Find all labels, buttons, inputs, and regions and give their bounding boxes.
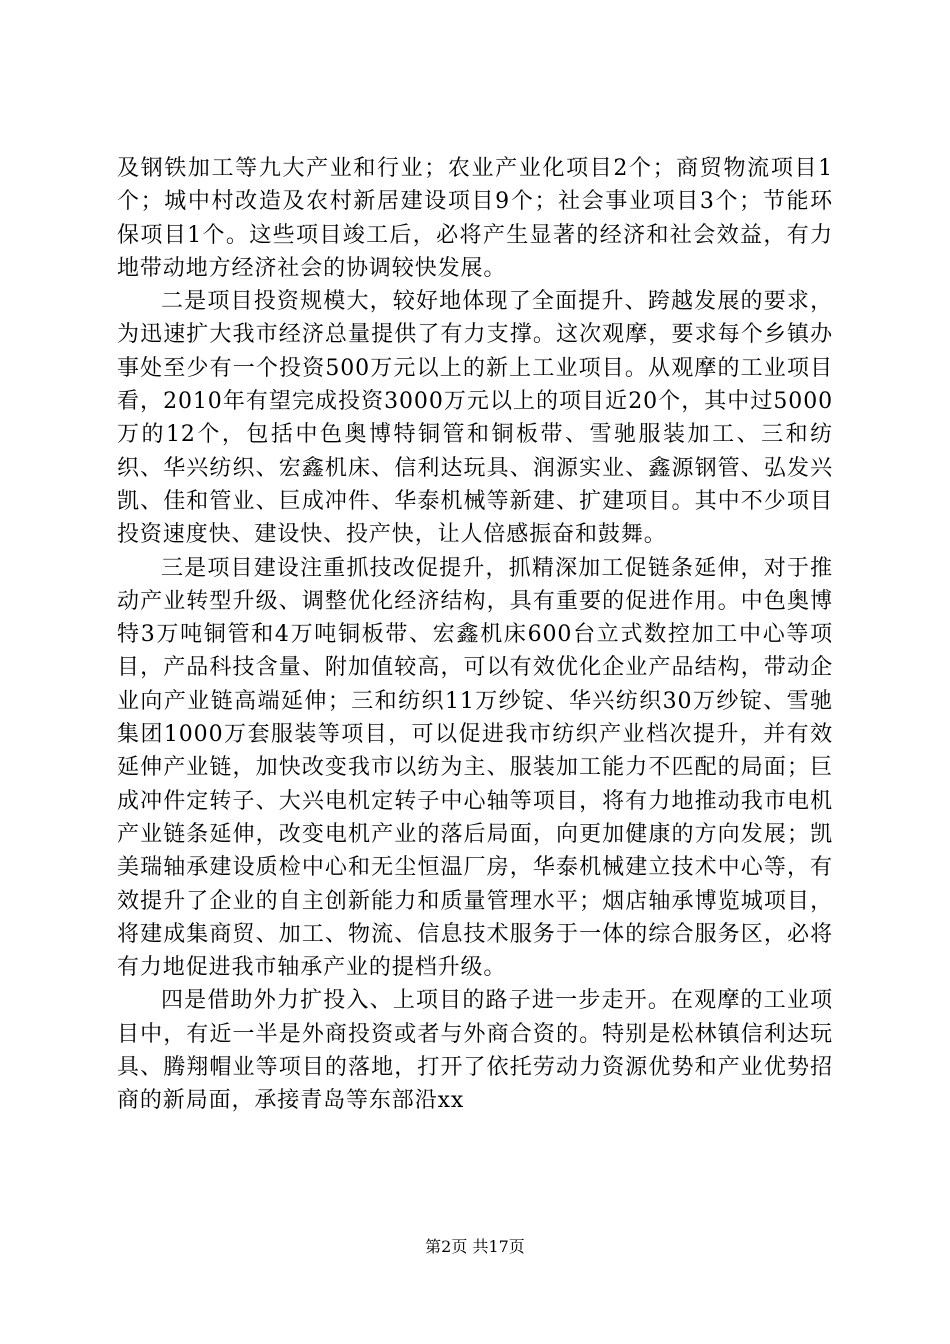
paragraph-point-four: 四是借助外力扩投入、上项目的路子进一步走开。在观摩的工业项目中，有近一半是外商投资或者与外商合资的。特别是松林镇信利达玩具、腾翔帽业等项目的落地，打开了依托劳动力资源优势和产业优势招商的新局面，承接青岛等东部沿xx [117,988,833,1114]
paragraph-continued: 及钢铁加工等九大产业和行业；农业产业化项目2个；商贸物流项目1个；城中村改造及农村新居建设项目9个；社会事业项目3个；节能环保项目1个。这些项目竣工后，必将产生显著的经济和社会效益，有力地带动地方经济社会的协调较快发展。 [117,156,833,281]
page-number-label: 第2页 共17页 [425,1237,525,1256]
paragraph-point-two: 二是项目投资规模大，较好地体现了全面提升、跨越发展的要求，为迅速扩大我市经济总量提供了有力支撑。这次观摩，要求每个乡镇办事处至少有一个投资500万元以上的新上工业项目。从观摩的工业项目看，2010年有望完成投资3000万元以上的项目近20个，其中过5000万的12个，包括中色奥博特铜管和铜板带、雪驰服装加工、三和纺织、华兴纺织、宏鑫机床、信利达玩具、润源实业、鑫源钢管、弘发兴凯、佳和管业、巨成冲件、华泰机械等新建、扩建项目。其中不少项目投资速度快、建设快、投产快，让人倍感振奋和鼓舞。 [117,289,833,548]
paragraph-point-three: 三是项目建设注重抓技改促提升，抓精深加工促链条延伸，对于推动产业转型升级、调整优化经济结构，具有重要的促进作用。中色奥博特3万吨铜管和4万吨铜板带、宏鑫机床600台立式数控加工中心等项目，产品科技含量、附加值较高，可以有效优化企业产品结构，带动企业向产业链高端延伸；三和纺织11万纱锭、华兴纺织30万纱锭、雪驰集团1000万套服装等项目，可以促进我市纺织产业档次提升，并有效延伸产业链，加快改变我市以纺为主、服装加工能力不匹配的局面；巨成冲件定转子、大兴电机定转子中心轴等项目，将有力地推动我市电机产业链条延伸，改变电机产业的落后局面，向更加健康的方向发展；凯美瑞轴承建设质检中心和无尘恒温厂房，华泰机械建立技术中心等，有效提升了企业的自主创新能力和质量管理水平；烟店轴承博览城项目，将建成集商贸、加工、物流、信息技术服务于一体的综合服务区，必将有力地促进我市轴承产业的提档升级。 [117,555,833,981]
page-footer [0,1237,950,1257]
document-body [117,152,833,1118]
